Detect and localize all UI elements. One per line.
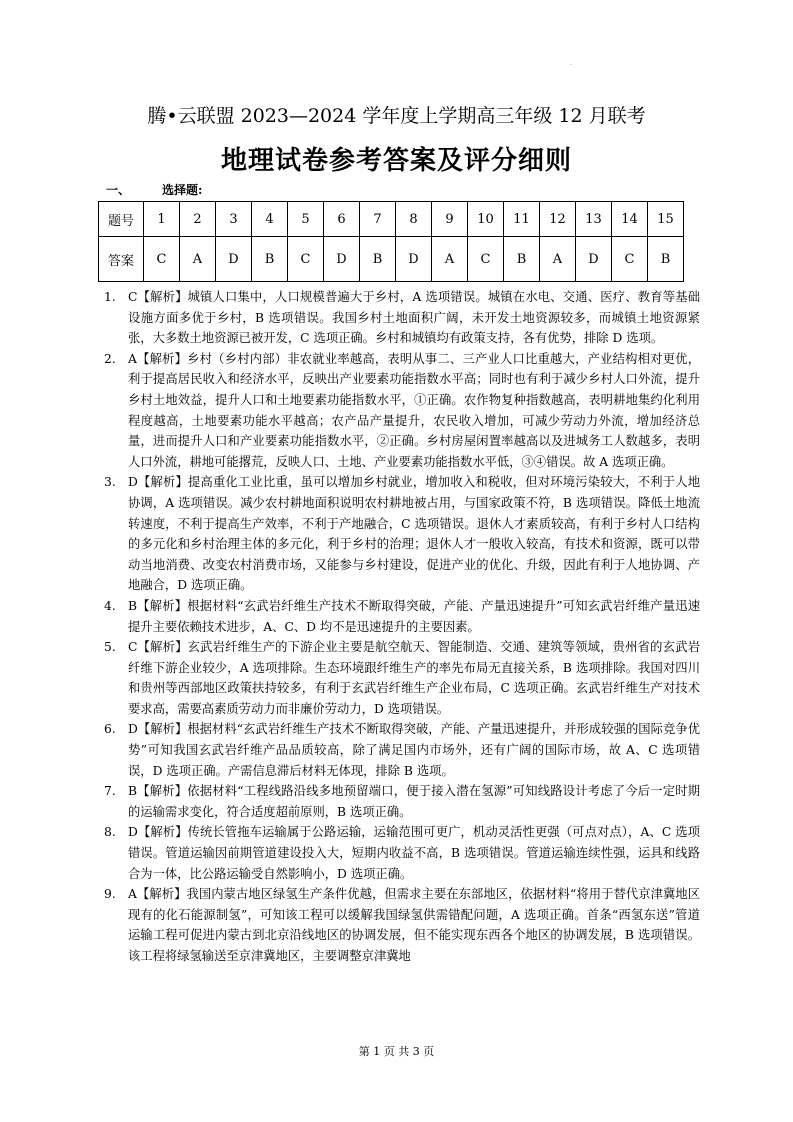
item-text: C【解析】玄武岩纤维生产的下游企业主要是航空航天、智能制造、交通、建筑等领域，贵州省的玄武岩纤维下游企业较少，A 选项排除。生态环境跟纤维生产的率先布局无直接关系，B 选项排除。我国对四川和贵州等西部地区政策扶持较多，有利于玄武岩纤维生产企业布局，C 选项正确。玄武岩纤维生产对技术要求高，需要高素质劳动力而非廉价劳动力，D 选项错误。 — [128, 640, 700, 716]
explanation-item — [104, 719, 700, 781]
question-number-cell: 13 — [576, 202, 612, 237]
explanation-list — [104, 287, 700, 967]
item-text: B【解析】依据材料“工程线路沿线多地预留端口，便于接入潜在氢源”可知线路设计考虑了今后一定时期的运输需求变化，符合适度超前原则，B 选项正确。 — [128, 784, 700, 819]
question-number-cell: 7 — [360, 202, 396, 237]
item-number: 7. — [104, 784, 116, 799]
answer-cell: A — [540, 237, 576, 282]
answer-cell: D — [576, 237, 612, 282]
item-number: 2. — [104, 351, 116, 366]
item-number: 3. — [104, 475, 116, 490]
item-number: 8. — [104, 825, 116, 840]
question-number-cell: 1 — [144, 202, 180, 237]
question-number-cell: 3 — [216, 202, 252, 237]
answer-cell: C — [144, 237, 180, 282]
item-number: 5. — [104, 640, 116, 655]
explanation-item — [104, 472, 700, 596]
question-row — [99, 202, 684, 237]
answer-cell: C — [288, 237, 324, 282]
question-number-cell: 8 — [396, 202, 432, 237]
page-corner-mark: · — [570, 62, 572, 69]
explanation-item — [104, 884, 700, 966]
answer-cell: D — [324, 237, 360, 282]
item-text: A【解析】乡村（乡村内部）非农就业率越高，表明从事二、三产业人口比重越大，产业结构相对更优，利于提高居民收入和经济水平，反映出产业要素功能指数水平高；同时也有利于减少乡村人口外流，提升乡村土地效益，提升人口和土地要素功能指数水平，①正确。农作物复种指数越高，表明耕地集约化利用程度越高，土地要素功能水平越高；农产品产量提升，农民收入增加，可减少劳动力外流，增加经济总量，进而提升人口和产业要素功能指数水平，②正确。乡村房屋闲置率越高以及进城务工人数越多，表明人口外流，耕地可能撂荒，反映人口、土地、产业要素功能指数水平低，③④错误。故 A 选项正确。 — [128, 351, 700, 469]
answer-cell: B — [648, 237, 684, 282]
question-number-cell: 4 — [252, 202, 288, 237]
answer-row — [99, 237, 684, 282]
explanation-item — [104, 287, 700, 349]
item-number: 9. — [104, 887, 116, 902]
answer-cell: A — [432, 237, 468, 282]
question-number-cell: 15 — [648, 202, 684, 237]
question-number-cell: 6 — [324, 202, 360, 237]
question-number-cell: 12 — [540, 202, 576, 237]
question-number-cell: 2 — [180, 202, 216, 237]
answer-cell: A — [180, 237, 216, 282]
item-text: D【解析】提高重化工业比重，虽可以增加乡村就业，增加收入和税收，但对环境污染较大，不利于人地协调，A 选项错误。减少农村耕地面积说明农村耕地被占用，与国家政策不符，B 选项错误。降低土地流转速度，不利于提高生产效率，不利于产地融合，C 选项错误。退休人才素质较高，有利于乡村人口结构的多元化和乡村治理主体的多元化，利于乡村的治理；退休人才一般收入较高，有技术和资源，既可以带动当地消费、改变农村消费市场，又能参与乡村建设，促进产业的优化、升级，因此有利于人地协调、产地融合，D 选项正确。 — [128, 475, 700, 593]
question-header-cell: 题号 — [99, 202, 144, 237]
answer-cell: C — [612, 237, 648, 282]
item-number: 1. — [104, 290, 116, 304]
section-number: 一、 — [106, 183, 131, 197]
item-text: A【解析】我国内蒙古地区绿氢生产条件优越，但需求主要在东部地区，依据材料“将用于替代京津冀地区现有的化石能源制氢”，可知该工程可以缓解我国绿氢供需错配问题，A 选项正确。首条“西氢东送”管道运输工程可促进内蒙古到北京沿线地区的协调发展，但不能实现东西各个地区的协调发展，B 选项错误。该工程将绿氢输送至京津冀地区，主要调整京津冀地 — [128, 887, 700, 963]
answer-cell: B — [360, 237, 396, 282]
section-label: 选择题: — [162, 183, 203, 197]
item-text: B【解析】根据材料“玄武岩纤维生产技术不断取得突破，产能、产量迅速提升”可知玄武岩纤维产量迅速提升主要依赖技术进步，A、C、D 均不是迅速提升的主要因素。 — [128, 598, 700, 634]
explanation-item — [104, 349, 700, 473]
question-number-cell: 5 — [288, 202, 324, 237]
exam-header-title: 腾•云联盟 2023—2024 学年度上学期高三年级 12 月联考 — [147, 105, 646, 127]
answer-cell: D — [396, 237, 432, 282]
item-number: 4. — [104, 598, 116, 613]
explanation-item — [104, 637, 700, 719]
explanation-item — [104, 781, 700, 822]
question-number-cell: 9 — [432, 202, 468, 237]
question-number-cell: 10 — [468, 202, 504, 237]
answer-cell: B — [252, 237, 288, 282]
page-title: 地理试卷参考答案及评分细则 — [220, 146, 572, 176]
item-text: D【解析】传统长管拖车运输属于公路运输，运输范围可更广，机动灵活性更强（可点对点），A、C 选项错误。管道运输因前期管道建设投入大，短期内收益不高，B 选项错误。管道运输连续性强，运具和线路合为一体，比公路运输受自然影响小，D 选项正确。 — [128, 825, 700, 881]
item-number: 6. — [104, 722, 116, 737]
page-footer: 第 1 页 共 3 页 — [358, 1045, 435, 1058]
explanation-item — [104, 822, 700, 884]
item-text: D【解析】根据材料“玄武岩纤维生产技术不断取得突破，产能、产量迅速提升，并形成较强的国际竞争优势”可知我国玄武岩纤维产品品质较高，除了满足国内市场外，还有广阔的国际市场，故 A、C 选项错误，D 选项正确。产需信息滞后材料无体现，排除 B 选项。 — [128, 722, 700, 778]
question-number-cell: 14 — [612, 202, 648, 237]
answer-cell: D — [216, 237, 252, 282]
answer-table — [98, 201, 684, 282]
question-number-cell: 11 — [504, 202, 540, 237]
answer-cell: C — [468, 237, 504, 282]
answer-cell: B — [504, 237, 540, 282]
section-heading — [106, 182, 202, 198]
answer-header-cell: 答案 — [99, 237, 144, 282]
explanation-item — [104, 596, 700, 637]
item-text: C【解析】城镇人口集中，人口规模普遍大于乡村，A 选项错误。城镇在水电、交通、医疗、教育等基础设施方面多优于乡村，B 选项错误。我国乡村土地面积广阔，未开发土地资源较多，而城镇土地资源紧张，大多数土地资源已被开发，C 选项正确。乡村和城镇均有政策支持，各有优势，排除 D 选项。 — [128, 290, 700, 346]
